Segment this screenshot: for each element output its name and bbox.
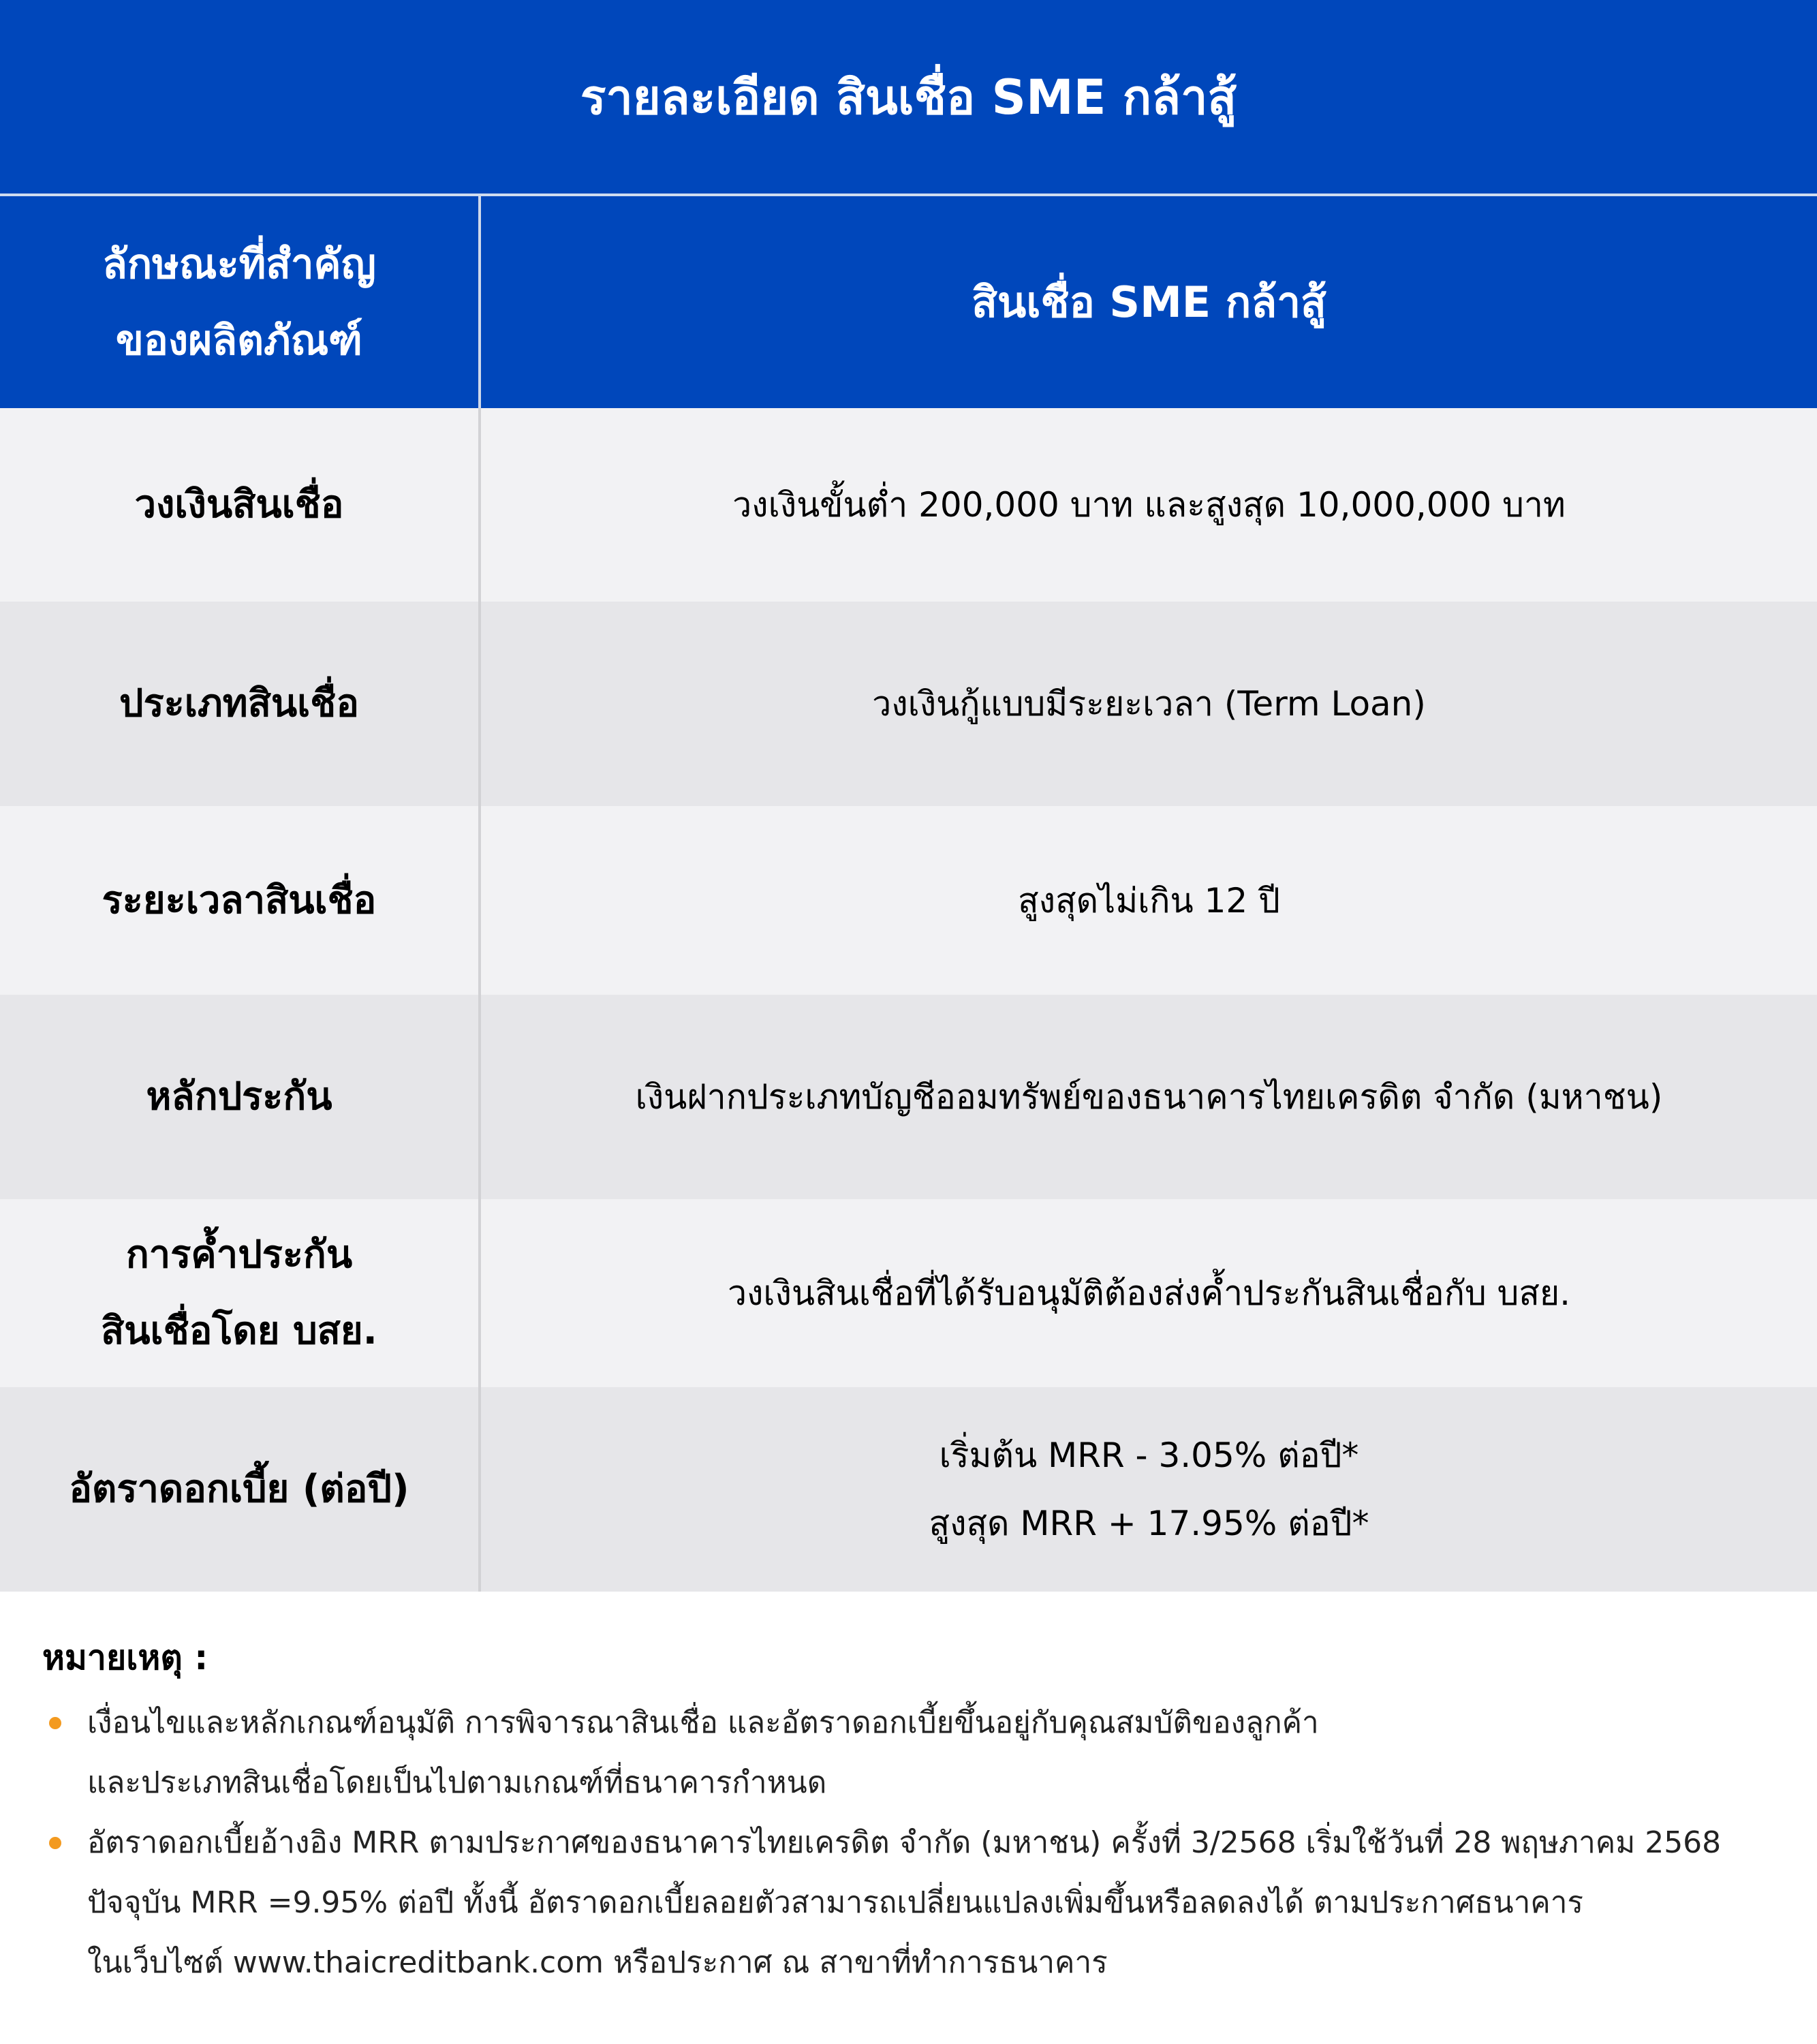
row-value <box>481 1387 1817 1592</box>
note-item <box>42 1693 1775 1813</box>
row-label <box>0 602 478 806</box>
bullet-icon <box>49 1717 61 1729</box>
note-line: และประเภทสินเชื่อโดยเป็นไปตามเกณฑ์ที่ธนาคารกำหนด <box>87 1765 827 1800</box>
row-value-line: สูงสุดไม่เกิน 12 ปี <box>1018 880 1280 920</box>
row-label-line: ประเภทสินเชื่อ <box>119 681 359 726</box>
table-row-credit-limit <box>0 408 1817 602</box>
note-line: อัตราดอกเบี้ยอ้างอิง MRR ตามประกาศของธนาคารไทยเครดิต จำกัด (มหาชน) ครั้งที่ 3/2568 เริ่มใช้วันที่ 28 พฤษภาคม 2568 <box>87 1825 1722 1860</box>
row-label-line: สินเชื่อโดย บสย. <box>101 1309 377 1353</box>
row-label <box>0 1387 478 1592</box>
row-label <box>0 1199 478 1387</box>
table-row-credit-type <box>0 602 1817 806</box>
header-feature-line2: ของผลิตภัณฑ์ <box>115 316 363 365</box>
row-value <box>481 602 1817 806</box>
row-label-line: การค้ำประกัน <box>125 1233 353 1277</box>
notes-title: หมายเหตุ : <box>42 1638 208 1677</box>
table-row-credit-term <box>0 806 1817 995</box>
table-row-interest-rate <box>0 1387 1817 1592</box>
header-feature-line1: ลักษณะที่สำคัญ <box>102 240 376 288</box>
row-value <box>481 1199 1817 1387</box>
row-label-line: หลักประกัน <box>146 1074 332 1119</box>
row-label-line: ระยะเวลาสินเชื่อ <box>102 878 377 923</box>
header-feature-column <box>0 196 478 408</box>
row-value-line: วงเงินกู้แบบมีระยะเวลา (Term Loan) <box>872 684 1426 724</box>
note-item <box>42 1813 1775 1993</box>
page-title: รายละเอียด สินเชื่อ SME กล้าสู้ <box>0 0 1817 193</box>
note-line: ในเว็บไซต์ www.thaicreditbank.com หรือประกาศ ณ สาขาที่ทำการธนาคาร <box>87 1945 1108 1980</box>
bullet-icon <box>49 1837 61 1849</box>
row-label-line: วงเงินสินเชื่อ <box>134 482 344 527</box>
row-value-line: วงเงินขั้นต่ำ 200,000 บาท และสูงสุด 10,000,000 บาท <box>732 485 1566 525</box>
header-product-column: สินเชื่อ SME กล้าสู้ <box>972 277 1326 327</box>
table-row-collateral <box>0 995 1817 1199</box>
note-line: ปัจจุบัน MRR =9.95% ต่อปี ทั้งนี้ อัตราดอกเบี้ยลอยตัวสามารถเปลี่ยนแปลงเพิ่มขึ้นหรือลดลงได้ ตามประกาศธนาคาร <box>87 1885 1584 1920</box>
row-value <box>481 995 1817 1199</box>
row-value-line: สูงสุด MRR + 17.95% ต่อปี* <box>929 1504 1369 1543</box>
row-label <box>0 408 478 602</box>
row-value-line: เริ่มต้น MRR - 3.05% ต่อปี* <box>939 1436 1359 1475</box>
table-row-guarantee <box>0 1199 1817 1387</box>
table-header <box>0 196 1817 408</box>
row-label <box>0 995 478 1199</box>
row-label <box>0 806 478 995</box>
row-value <box>481 806 1817 995</box>
note-line: เงื่อนไขและหลักเกณฑ์อนุมัติ การพิจารณาสินเชื่อ และอัตราดอกเบี้ยขึ้นอยู่กับคุณสมบัติของลูกค้า <box>87 1705 1319 1740</box>
row-value-line: วงเงินสินเชื่อที่ได้รับอนุมัติต้องส่งค้ำประกันสินเชื่อกับ บสย. <box>727 1273 1571 1313</box>
notes-section <box>0 1592 1817 1993</box>
row-label-line: อัตราดอกเบี้ย (ต่อปี) <box>69 1467 409 1511</box>
row-value-line: เงินฝากประเภทบัญชีออมทรัพย์ของธนาคารไทยเครดิต จำกัด (มหาชน) <box>635 1077 1663 1117</box>
row-value <box>481 408 1817 602</box>
